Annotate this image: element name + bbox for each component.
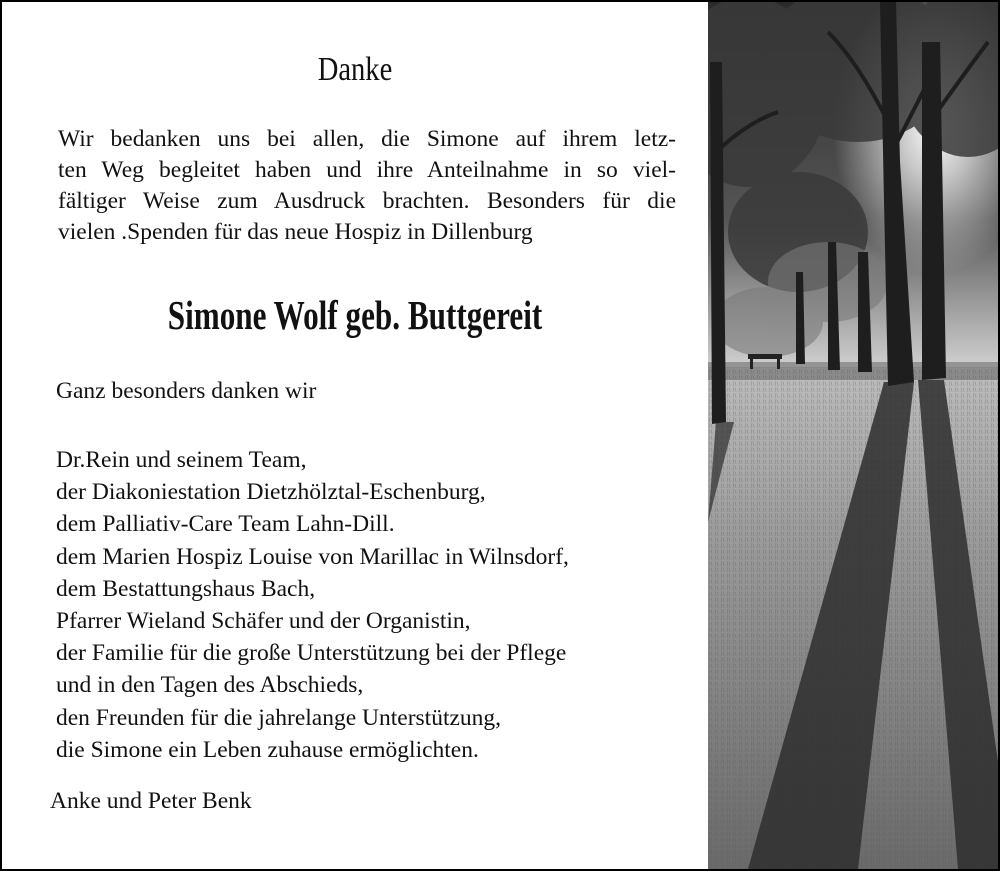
thanks-item: Pfarrer Wieland Schäfer und der Organistin, xyxy=(56,608,471,635)
photo-svg xyxy=(708,2,998,869)
intro-line: fältiger Weise zum Ausdruck brachten. Besonders für die xyxy=(58,188,676,214)
intro-line: vielen .Spenden für das neue Hospiz in Dillenburg xyxy=(58,219,533,245)
thanks-item: Dr.Rein und seinem Team, xyxy=(56,447,307,473)
thanks-item: dem Bestattungshaus Bach, xyxy=(56,575,316,602)
thanks-item: und in den Tagen des Abschieds, xyxy=(56,672,364,699)
thanks-item: der Diakoniestation Dietzhölztal-Eschenburg, xyxy=(56,479,486,506)
signature: Anke und Peter Benk xyxy=(50,788,252,814)
thanks-lead: Ganz besonders danken wir xyxy=(56,378,317,404)
thanks-item: den Freunden für die jahrelange Unterstützung, xyxy=(56,704,502,731)
intro-line: ten Weg begleitet haben und ihre Anteilnahme in so viel- xyxy=(58,157,676,183)
park-trees-shadows-photo xyxy=(708,2,998,869)
thanks-item: dem Marien Hospiz Louise von Marillac in Wilnsdorf, xyxy=(56,543,569,570)
thanks-item: der Familie für die große Unterstützung bei der Pflege xyxy=(56,640,567,667)
thanks-item: dem Palliativ-Care Team Lahn-Dill. xyxy=(56,511,395,538)
intro-paragraph xyxy=(58,124,676,248)
text-column xyxy=(2,2,708,869)
thanks-item: die Simone ein Leben zuhause ermöglichten. xyxy=(56,736,479,763)
notice-title: Danke xyxy=(317,51,393,88)
intro-line: Wir bedanken uns bei allen, die Simone auf ihrem letz- xyxy=(58,126,676,152)
thanks-list xyxy=(56,444,569,766)
deceased-name: Simone Wolf geb. Buttgereit xyxy=(167,292,543,338)
